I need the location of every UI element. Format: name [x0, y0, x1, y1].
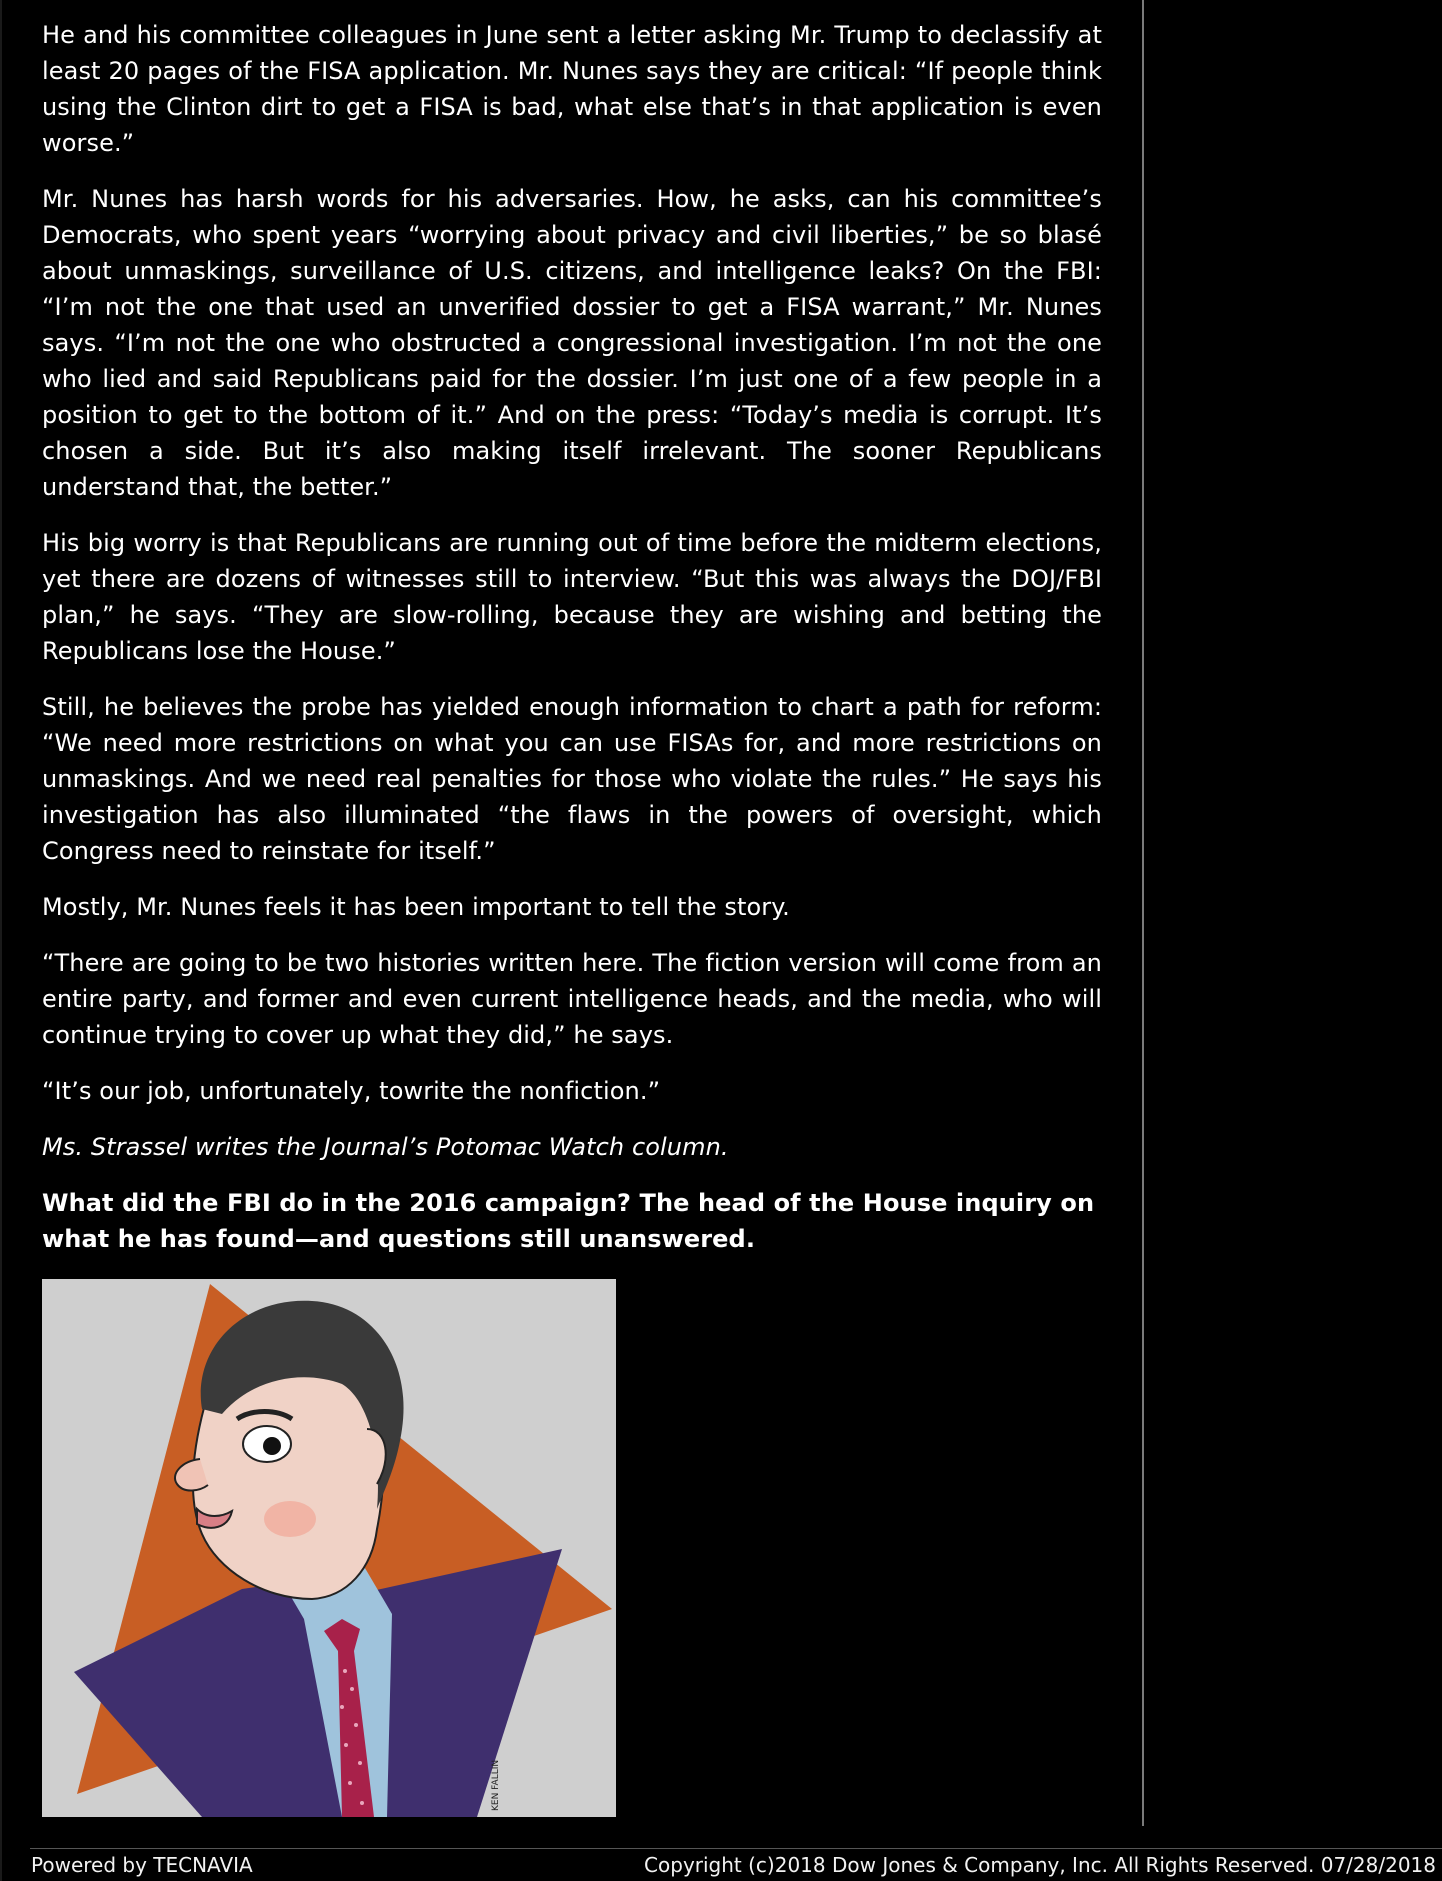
article-paragraph: Mr. Nunes has harsh words for his adversaries. How, he asks, can his committee’s Democrats, who spent years “worrying about privacy and civil liberties,” be so blasé about unmaskings, surveillance of U.S. citizens, and intelligence leaks? On the FBI: “I’m not the one that used an unverified dossier to get a FISA warrant,” Mr. Nunes says. “I’m not the one who obstructed a congressional investigation. I’m not the one who lied and said Republicans paid for the dossier. I’m just one of a few people in a position to get to the bottom of it.” And on the press: “Today’s media is corrupt. It’s chosen a side. But it’s also making itself irrelevant. The sooner Republicans understand that, the better.” — [42, 185, 1102, 501]
copyright-notice: Copyright (c)2018 Dow Jones & Company, Inc. All Rights Reserved. 07/28/2018 — [644, 1853, 1436, 1877]
article-paragraph: “It’s our job, unfortunately, towrite the nonfiction.” — [42, 1077, 661, 1105]
footer-divider — [30, 1848, 1442, 1849]
article-paragraph: “There are going to be two histories written here. The fiction version will come from an entire party, and former and even current intelligence heads, and the media, who will continue trying to cover up what they did,” he says. — [42, 949, 1102, 1049]
article-paragraph: Mostly, Mr. Nunes feels it has been important to tell the story. — [42, 893, 790, 921]
column-divider — [1142, 0, 1144, 1826]
article-body — [42, 17, 1102, 1817]
caricature-illustration — [42, 1279, 616, 1817]
page-left-edge — [0, 0, 2, 1881]
powered-by-label: Powered by TECNAVIA — [31, 1853, 253, 1877]
author-byline: Ms. Strassel writes the Journal’s Potomac Watch column. — [42, 1133, 729, 1161]
article-paragraph: His big worry is that Republicans are running out of time before the midterm elections, yet there are dozens of witnesses still to interview. “But this was always the DOJ/FBI plan,” he says. “They are slow-rolling, because they are wishing and betting the Republicans lose the House.” — [42, 529, 1102, 665]
artist-signature: KEN FALLIN — [491, 1759, 501, 1811]
article-paragraph: He and his committee colleagues in June sent a letter asking Mr. Trump to declassify at least 20 pages of the FISA application. Mr. Nunes says they are critical: “If people think using the Clinton dirt to get a FISA is bad, what else that’s in that application is even worse.” — [42, 21, 1102, 157]
pupil — [263, 1437, 281, 1455]
page-footer — [0, 1851, 1442, 1881]
cheek-blush — [264, 1501, 316, 1537]
article-paragraph: Still, he believes the probe has yielded enough information to chart a path for reform: “We need more restrictions on what you can use FISAs for, and more restrictions on unmaskings. And we need real penalties for those who violate the rules.” He says his investigation has also illuminated “the flaws in the powers of oversight, which Congress need to reinstate for itself.” — [42, 693, 1102, 865]
article-deck: What did the FBI do in the 2016 campaign? The head of the House inquiry on what he has found—and questions still unanswered. — [42, 1189, 1095, 1253]
